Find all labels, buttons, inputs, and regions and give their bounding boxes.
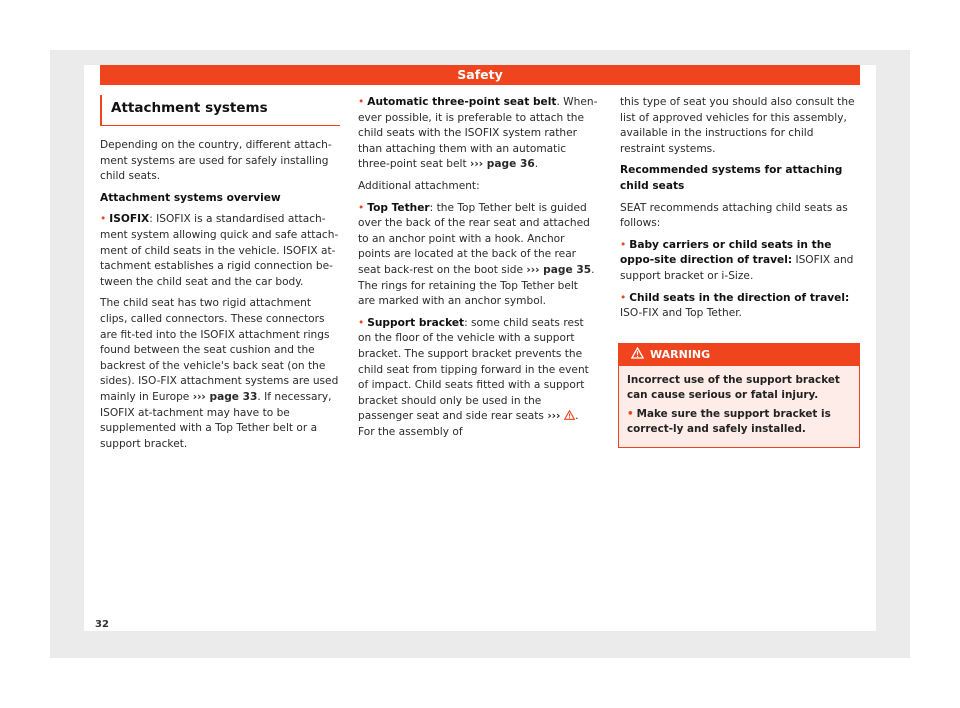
section-title: Attachment systems [100, 95, 340, 126]
bullet-icon: • [358, 316, 365, 329]
page-ref-link[interactable]: ››› page 36 [470, 158, 535, 171]
additional-label: Additional attachment: [358, 179, 480, 192]
overview-heading: Attachment systems overview [100, 191, 281, 204]
warning-triangle-icon [631, 347, 644, 359]
recommend-item-forward-facing: • Child seats in the direction of travel: ISO-FIX and Top Tether. [620, 291, 850, 320]
warning-item: • Make sure the support bracket is correct-ly and safely installed. [627, 408, 831, 435]
bullet-icon: • [358, 96, 365, 108]
page-ref-link[interactable]: ››› page 33 [192, 390, 258, 403]
bullet-icon: • [358, 201, 365, 214]
isofix-item: • ISOFIX: ISOFIX is a standardised attach-ment system allowing quick and safe attach-ment of child seats in the vehicle. ISOFIX at-tachment establishes a rigid connection be-tween the child seat and the car body. [100, 213, 339, 288]
seatbelt-item: • Automatic three-point seat belt. When-ever possible, it is preferable to attach the child seats with the ISOFIX system rather than attaching them with an automatic three-point seat belt ››› page 36. [358, 96, 598, 171]
continued-paragraph: this type of seat you should also consult the list of approved vehicles for this assembly, available in the instructions for child restraint systems. [620, 96, 855, 155]
support-bracket-item: • Support bracket: some child seats rest on the floor of the vehicle with a support bracket. The support bracket prevents the child seat from tipping forward in the event of impact. Child seats fitted with a support bracket should only be used in the passenger seat and side rear seats ››› . For the assembly of [358, 316, 589, 438]
top-tether-item: • Top Tether: the Top Tether belt is guided over the back of the rear seat and attached to an anchor point with a hook. Anchor points are located at the back of the rear seat back-rest on the boot side ››› page 35. The rings for retaining the Top Tether belt are marked with an anchor symbol. [358, 201, 595, 308]
warning-header [619, 344, 859, 366]
bullet-icon: • [627, 408, 634, 420]
warning-box [618, 343, 860, 448]
column-left [100, 95, 340, 458]
warning-text: Incorrect use of the support bracket can cause serious or fatal injury. [627, 374, 840, 401]
bullet-icon: • [620, 291, 627, 304]
warning-body [619, 366, 859, 447]
warning-triangle-icon [564, 410, 575, 420]
page-number: 32 [95, 619, 109, 630]
recommended-intro: SEAT recommends attaching child seats as follows: [620, 201, 848, 230]
recommended-heading: Recommended systems for attaching child seats [620, 164, 843, 192]
bullet-icon: • [100, 213, 107, 226]
warning-title: WARNING [650, 348, 711, 361]
column-middle [358, 95, 598, 446]
section-header: Safety [100, 65, 860, 85]
connectors-paragraph: The child seat has two rigid attachment clips, called connectors. These connectors are fit-ted into the ISOFIX attachment rings found between the seat cushion and the backrest of the vehicle's back seat (on the sides). ISO-FIX attachment systems are used mainly in Europe ››› page 33. If necessary, ISOFIX at-tachment may have to be supplemented with a Top Tether belt or a support bracket. [100, 297, 339, 450]
warning-ref-link[interactable]: ››› [547, 410, 575, 422]
recommend-item-rear-facing: • Baby carriers or child seats in the oppo-site direction of travel: ISOFIX and support bracket or i-Size. [620, 238, 854, 282]
page-ref-link[interactable]: ››› page 35 [526, 263, 592, 276]
bullet-icon: • [620, 238, 627, 251]
intro-paragraph: Depending on the country, different attach-ment systems are used for safely installing child seats. [100, 139, 332, 183]
column-right [620, 95, 860, 328]
